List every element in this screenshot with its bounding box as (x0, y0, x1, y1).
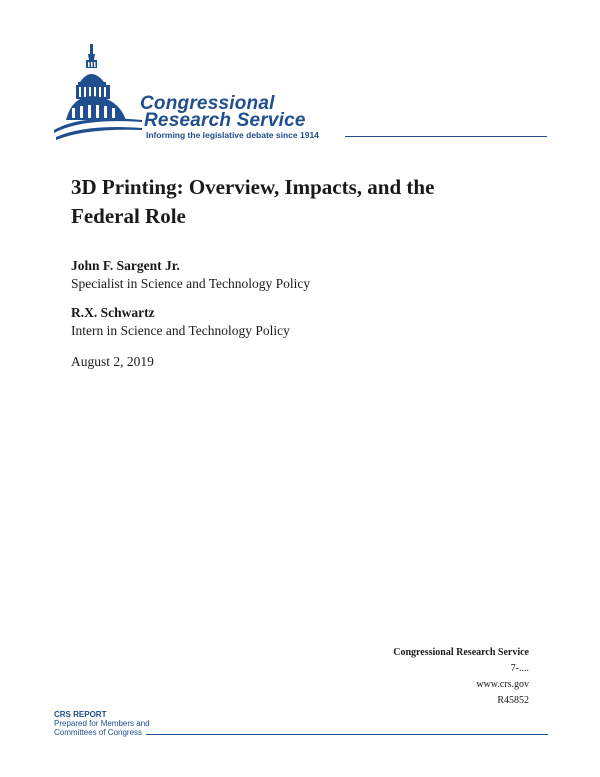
footer-prepared-for: Prepared for Members and (54, 719, 150, 728)
meta-website: www.crs.gov (476, 679, 529, 690)
author-role: Intern in Science and Technology Policy (71, 323, 290, 338)
logo-divider (345, 136, 547, 137)
report-meta (393, 645, 529, 709)
capitol-dome-icon (52, 42, 144, 142)
footer-divider (146, 734, 548, 735)
author-role: Specialist in Science and Technology Policy (71, 276, 311, 291)
meta-report-number: R45852 (497, 695, 529, 706)
author-name: R.X. Schwartz (71, 305, 155, 320)
author-block (71, 257, 310, 293)
report-date: August 2, 2019 (71, 354, 154, 369)
footer-committees: Committees of Congress (54, 728, 143, 737)
crs-logo (52, 42, 552, 146)
report-title (71, 173, 541, 231)
logo-org-line2: Research Service (144, 110, 306, 131)
report-title-line: 3D Printing: Overview, Impacts, and the (71, 175, 435, 199)
meta-code: 7-.... (510, 663, 529, 674)
crs-report-footer (54, 710, 548, 740)
meta-organization: Congressional Research Service (393, 647, 529, 658)
logo-tagline: Informing the legislative debate since 1914 (146, 130, 319, 140)
author-block (71, 304, 290, 340)
footer-report-label: CRS REPORT (54, 710, 107, 719)
logo-org-line1: Congressional (140, 93, 275, 114)
author-name: John F. Sargent Jr. (71, 258, 180, 273)
report-title-line: Federal Role (71, 204, 186, 228)
